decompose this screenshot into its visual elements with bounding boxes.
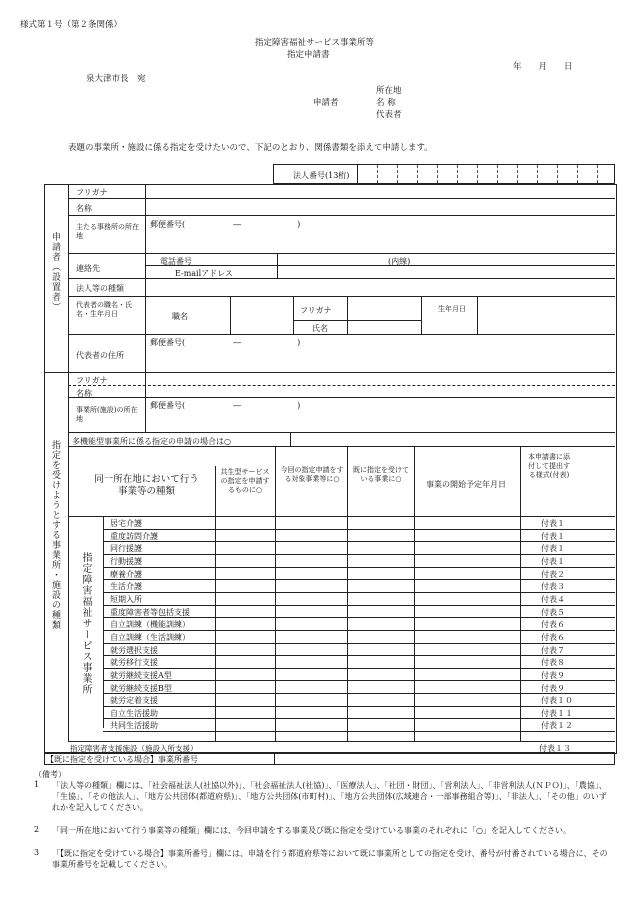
- sec1-ext-label: (内線): [388, 257, 411, 266]
- note-number: 1: [34, 780, 40, 789]
- sec1-tel-label: 電話番号: [160, 257, 192, 266]
- service-form: 付表６: [541, 632, 565, 642]
- service-name: 重度障害者等包括支援: [110, 607, 190, 617]
- service-name: 療養介護: [110, 569, 142, 579]
- sec1-name-label: 名称: [76, 204, 92, 213]
- service-name: 同行援護: [110, 544, 142, 554]
- sec2-postal[interactable]: 郵便番号( ― ): [150, 401, 301, 410]
- col-existing: 既に指定を受けている事業に○: [353, 466, 409, 483]
- service-name: 就労継続支援A型: [110, 670, 172, 680]
- services-group-label: 指定障害福祉サービス事業所: [80, 552, 91, 695]
- service-name: 自立訓練（機能訓練）: [110, 620, 190, 630]
- service-form: 付表１: [541, 531, 565, 541]
- service-form: 付表１０: [541, 696, 573, 706]
- service-form: 付表１２: [541, 721, 573, 731]
- intro-text: 表題の事業所・施設に係る指定を受けたいので、下記のとおり、関係書類を添えて申請します。: [68, 143, 433, 153]
- service-name: 自立訓練（生活訓練）: [110, 632, 190, 642]
- facility-section-label: 指定を受けようとする事業所・施設の種類: [50, 440, 60, 630]
- facility-form: 付表１３: [539, 744, 571, 753]
- service-form: 付表８: [541, 658, 565, 668]
- sec1-rep-addr-label: 代表者の住所: [76, 351, 124, 360]
- sec1-rep-name-label: 氏名: [312, 324, 328, 333]
- sec1-main-office-label: 主たる事務所の所在地: [76, 223, 139, 240]
- col-shared-service: 共生型サービスの指定を申請するものに○: [220, 468, 270, 494]
- sec1-furigana-input[interactable]: [146, 185, 614, 198]
- service-form: 付表６: [541, 620, 565, 630]
- sec1-postal[interactable]: 郵便番号( ― ): [150, 220, 301, 229]
- addressee: 泉大津市長 宛: [86, 74, 146, 84]
- sec1-contact-label: 連絡先: [76, 264, 100, 273]
- service-name: 就労選択支援: [110, 645, 158, 655]
- note-number: 3: [34, 848, 40, 857]
- sec2-office-addr-label: 事業所(施設)の所在地: [76, 406, 138, 423]
- applicant-label: 申請者: [313, 98, 339, 108]
- notes-label: （備考）: [34, 770, 66, 779]
- sec1-rep-postal[interactable]: 郵便番号( ― ): [150, 338, 301, 347]
- note-text: 「同一所在地において行う事業等の種類」欄には、今回申請をする事業及び既に指定を受けている事業のそれぞれに「○」を記入してください。: [52, 826, 571, 835]
- facility-label: 指定障害者支援施設（施設入所支援）: [70, 744, 198, 753]
- applicant-section-label: 申請者（設置者）: [50, 232, 60, 312]
- date-line: 年 月 日: [513, 62, 573, 72]
- title-line1: 指定障害福祉サービス事業所等: [255, 38, 375, 48]
- multi-function-label: 多機能型事業所に係る指定の申請の場合は○: [72, 437, 231, 446]
- applicant-rep-label: 代表者: [376, 110, 402, 120]
- service-name: 重度訪問介護: [110, 531, 158, 541]
- service-name: 就労継続支援B型: [110, 683, 172, 693]
- sec1-rep-info-label: 代表者の職名・氏名・生年月日: [76, 301, 132, 318]
- service-name: 共同生活援助: [110, 721, 158, 731]
- service-form: 付表４: [541, 594, 565, 604]
- service-name: 行動援護: [110, 557, 142, 566]
- col-attachment: 本申請書に添付して提出する様式(付表): [528, 453, 570, 479]
- sec1-furigana-label: フリガナ: [76, 188, 108, 197]
- sec2-name-label: 名称: [76, 389, 92, 398]
- service-form: 付表１: [541, 519, 565, 528]
- service-form: 付表７: [541, 645, 565, 655]
- applicant-name-label: 名 称: [376, 98, 396, 108]
- form-number: 様式第１号（第２条関係）: [20, 20, 123, 30]
- sec1-birth-label: 生年月日: [438, 305, 466, 313]
- service-name: 就労定着支援: [110, 696, 158, 706]
- sec1-rep-furigana-label: フリガナ: [300, 306, 332, 315]
- col-start-date: 事業の開始予定年月日: [426, 480, 506, 489]
- title-line2: 指定申請書: [287, 50, 330, 60]
- service-form: 付表９: [541, 670, 565, 680]
- service-form: 付表１: [541, 544, 565, 554]
- service-form: 付表９: [541, 683, 565, 693]
- note-text: 「【既に指定を受けている場合】事業所番号」欄には、申請を行う都道府県等において既に事業所としての指定を受け、番号が付番されている場合に、その事業所番号を記載してください。: [52, 849, 608, 869]
- service-form: 付表３: [541, 582, 565, 592]
- corp-number-label: 法人番号(13桁): [293, 171, 350, 180]
- service-name: 短期入所: [110, 594, 142, 604]
- sec1-name-input[interactable]: [146, 199, 614, 215]
- service-form: 付表１１: [541, 708, 573, 718]
- note-number: 2: [34, 825, 40, 834]
- sec1-corp-type-input[interactable]: [146, 279, 614, 296]
- service-form: 付表５: [541, 607, 565, 617]
- service-name: 生活介護: [110, 582, 142, 592]
- col-service-type: 同一所在地において行う事業等の種類: [94, 474, 199, 497]
- service-name: 居宅介護: [110, 519, 142, 528]
- sec1-email-label: E-mailアドレス: [175, 269, 233, 278]
- sec2-furigana-label: フリガナ: [76, 376, 108, 385]
- service-name: 就労移行支援: [110, 658, 158, 668]
- existing-number-label: 【既に指定を受けている場合】事業所番号: [46, 755, 198, 764]
- applicant-address-label: 所在地: [376, 86, 402, 96]
- note-text: 「法人等の種類」欄には、「社会福祉法人(社協以外)」、「社会福祉法人(社協)」、「医療法人」、「社団・財団」、「営利法人」、「非営利法人(ＮＰＯ)」、「農協」、「生協」、「その他法人」、「地方公共団体(都道府県)」、「地方公共団体(市町村)」、「地方公共団体(広域連合・一部事務組合等)」、「非法人」、「その他」のいずれかを記入してください。: [52, 781, 607, 812]
- col-target: 今回の指定申請をする対象事業等に○: [280, 466, 344, 483]
- service-form: 付表１: [541, 557, 565, 566]
- sec1-title-label: 職名: [172, 312, 188, 321]
- service-form: 付表２: [541, 569, 565, 579]
- sec1-corp-type-label: 法人等の種類: [76, 284, 124, 293]
- service-name: 自立生活援助: [110, 708, 158, 718]
